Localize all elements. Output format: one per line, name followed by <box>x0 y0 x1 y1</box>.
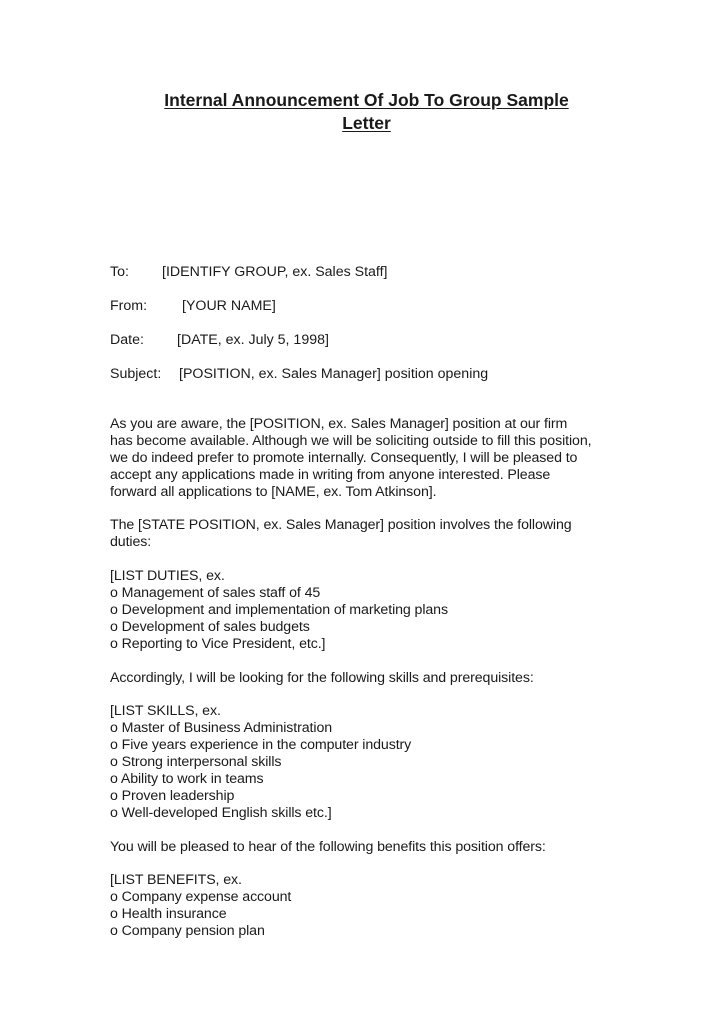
skills-list <box>110 703 630 822</box>
list-item: [LIST DUTIES, ex. <box>110 568 225 584</box>
paragraph-line: has become available. Although we will be soliciting outside to fill this position, <box>110 433 592 449</box>
list-item: [LIST BENEFITS, ex. <box>110 872 242 888</box>
list-item: o Management of sales staff of 45 <box>110 585 321 601</box>
date-label: Date: <box>110 332 144 348</box>
from-label: From: <box>110 298 148 314</box>
to-value: [IDENTIFY GROUP, ex. Sales Staff] <box>162 264 388 280</box>
date-value: [DATE, ex. July 5, 1998] <box>177 332 329 348</box>
subject-value: [POSITION, ex. Sales Manager] position opening <box>179 366 489 382</box>
document-title <box>100 89 633 135</box>
list-item: [LIST SKILLS, ex. <box>110 703 221 719</box>
to-label: To: <box>110 264 129 280</box>
list-item: o Five years experience in the computer industry <box>110 737 412 753</box>
benefits-intro-paragraph <box>110 839 630 856</box>
paragraph-line: As you are aware, the [POSITION, ex. Sales Manager] position at our firm <box>110 416 568 432</box>
list-item: o Company pension plan <box>110 923 265 939</box>
to-line <box>110 264 388 281</box>
date-line <box>110 332 329 349</box>
intro-paragraph <box>110 416 630 501</box>
list-item: o Strong interpersonal skills <box>110 754 282 770</box>
list-item: o Proven leadership <box>110 788 235 804</box>
title-line-2: Letter <box>342 113 391 133</box>
benefits-list <box>110 872 630 940</box>
skills-intro-paragraph <box>110 670 630 687</box>
list-item: o Ability to work in teams <box>110 771 264 787</box>
paragraph-line: we do indeed prefer to promote internally. Consequently, I will be pleased to <box>110 450 578 466</box>
paragraph-line: Accordingly, I will be looking for the following skills and prerequisites: <box>110 670 534 686</box>
paragraph-line: You will be pleased to hear of the following benefits this position offers: <box>110 839 546 855</box>
paragraph-line: forward all applications to [NAME, ex. Tom Atkinson]. <box>110 484 437 500</box>
subject-line <box>110 366 489 383</box>
from-line <box>110 298 276 315</box>
paragraph-line: The [STATE POSITION, ex. Sales Manager] position involves the following <box>110 517 572 533</box>
list-item: o Development of sales budgets <box>110 619 310 635</box>
title-line-1: Internal Announcement Of Job To Group Sample <box>164 90 569 110</box>
paragraph-line: duties: <box>110 534 152 550</box>
list-item: o Health insurance <box>110 906 227 922</box>
from-value: [YOUR NAME] <box>182 298 276 314</box>
list-item: o Company expense account <box>110 889 292 905</box>
duties-intro-paragraph <box>110 517 630 551</box>
subject-label: Subject: <box>110 366 162 382</box>
duties-list <box>110 568 630 653</box>
list-item: o Master of Business Administration <box>110 720 333 736</box>
list-item: o Well-developed English skills etc.] <box>110 805 332 821</box>
paragraph-line: accept any applications made in writing from anyone interested. Please <box>110 467 551 483</box>
list-item: o Reporting to Vice President, etc.] <box>110 636 326 652</box>
list-item: o Development and implementation of marketing plans <box>110 602 448 618</box>
